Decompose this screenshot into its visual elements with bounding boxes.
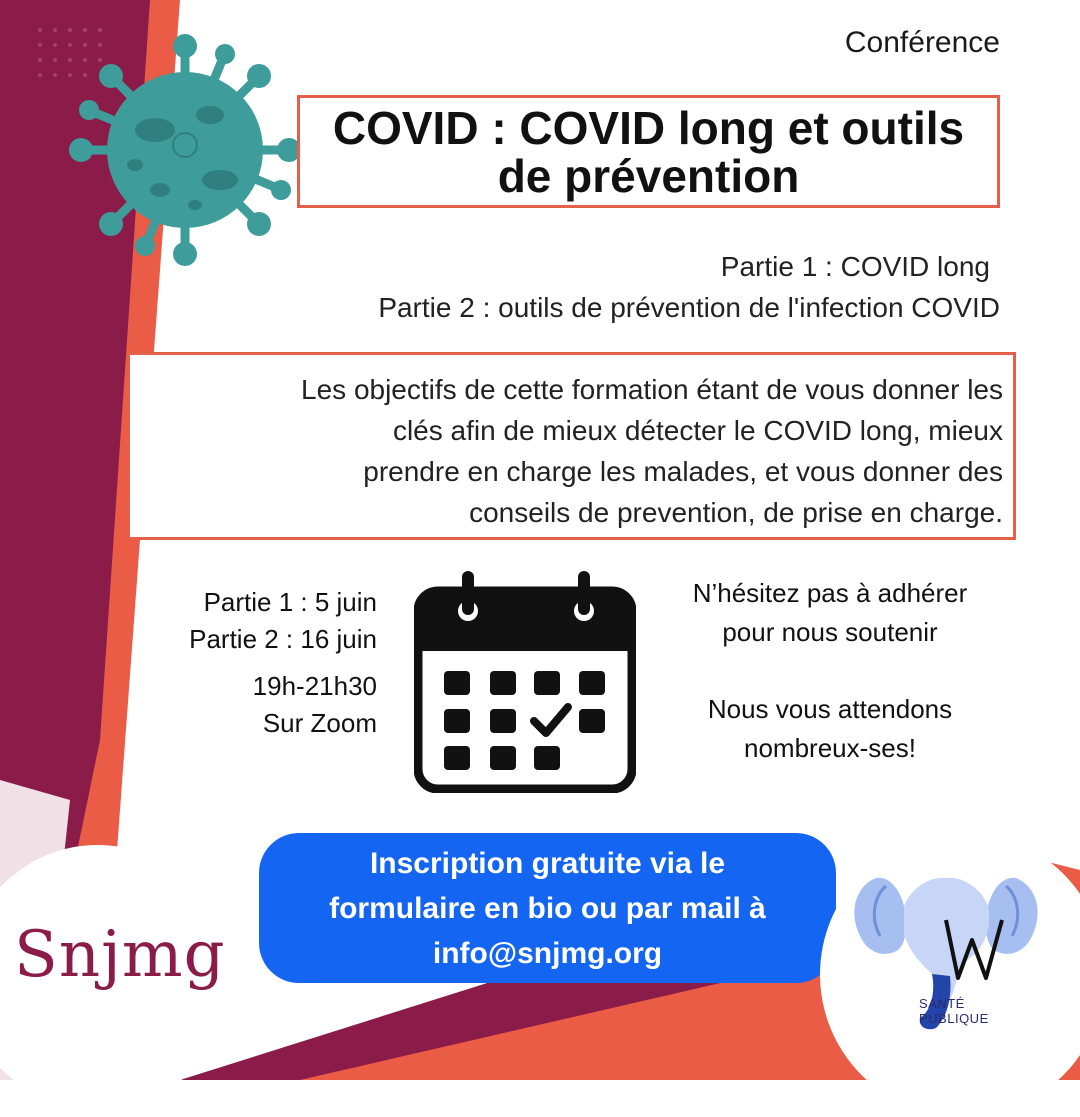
- registration-line-1: Inscription gratuite via le: [369, 846, 726, 880]
- part-2-label: Partie 2 : outils de prévention de l'infection COVID: [378, 292, 1000, 323]
- support-line-2: pour nous soutenir: [722, 617, 938, 647]
- registration-line-2: formulaire en bio ou par mail à: [329, 891, 766, 925]
- title-box: [297, 95, 1000, 208]
- date-part-1: Partie 1 : 5 juin: [203, 587, 377, 617]
- calendar-check-icon: [414, 569, 636, 793]
- conference-label: Conférence: [844, 26, 1000, 59]
- page-title-line-2: de prévention: [497, 149, 800, 202]
- sante-publique-caption: [919, 996, 989, 1026]
- welcome-line-1: Nous vous attendons: [707, 694, 953, 724]
- registration-text: [329, 841, 766, 976]
- event-location: Sur Zoom: [262, 708, 377, 738]
- snjmg-logo: Snjmg: [14, 918, 226, 992]
- registration-button[interactable]: [259, 833, 836, 983]
- parts-list: [378, 246, 1000, 328]
- objectives-line-3: prendre en charge les malades, et vous donner des: [363, 456, 1003, 487]
- objectives-line-2: clés afin de mieux détecter le COVID long, mieux: [392, 415, 1003, 446]
- sante-publique-line-1: SANTÉ: [919, 996, 965, 1011]
- objectives-box: [127, 352, 1016, 540]
- registration-email: info@snjmg.org: [432, 936, 663, 970]
- page-title-line-1: COVID : COVID long et outils: [332, 101, 965, 154]
- objectives-text: [143, 369, 1003, 533]
- date-part-2: Partie 2 : 16 juin: [189, 624, 377, 654]
- part-1-label: Partie 1 : COVID long: [720, 251, 990, 282]
- schedule-block: [140, 584, 377, 742]
- sante-publique-line-2: PUBLIQUE: [919, 1011, 989, 1026]
- virus-icon: [69, 34, 301, 266]
- welcome-line-2: nombreux-ses!: [744, 733, 916, 763]
- support-message: [640, 574, 1020, 768]
- objectives-line-1: Les objectifs de cette formation étant de vous donner les: [301, 374, 1003, 405]
- event-time: 19h-21h30: [252, 671, 377, 701]
- support-line-1: N’hésitez pas à adhérer: [692, 578, 968, 608]
- objectives-line-4: conseils de prevention, de prise en charge.: [469, 497, 1003, 528]
